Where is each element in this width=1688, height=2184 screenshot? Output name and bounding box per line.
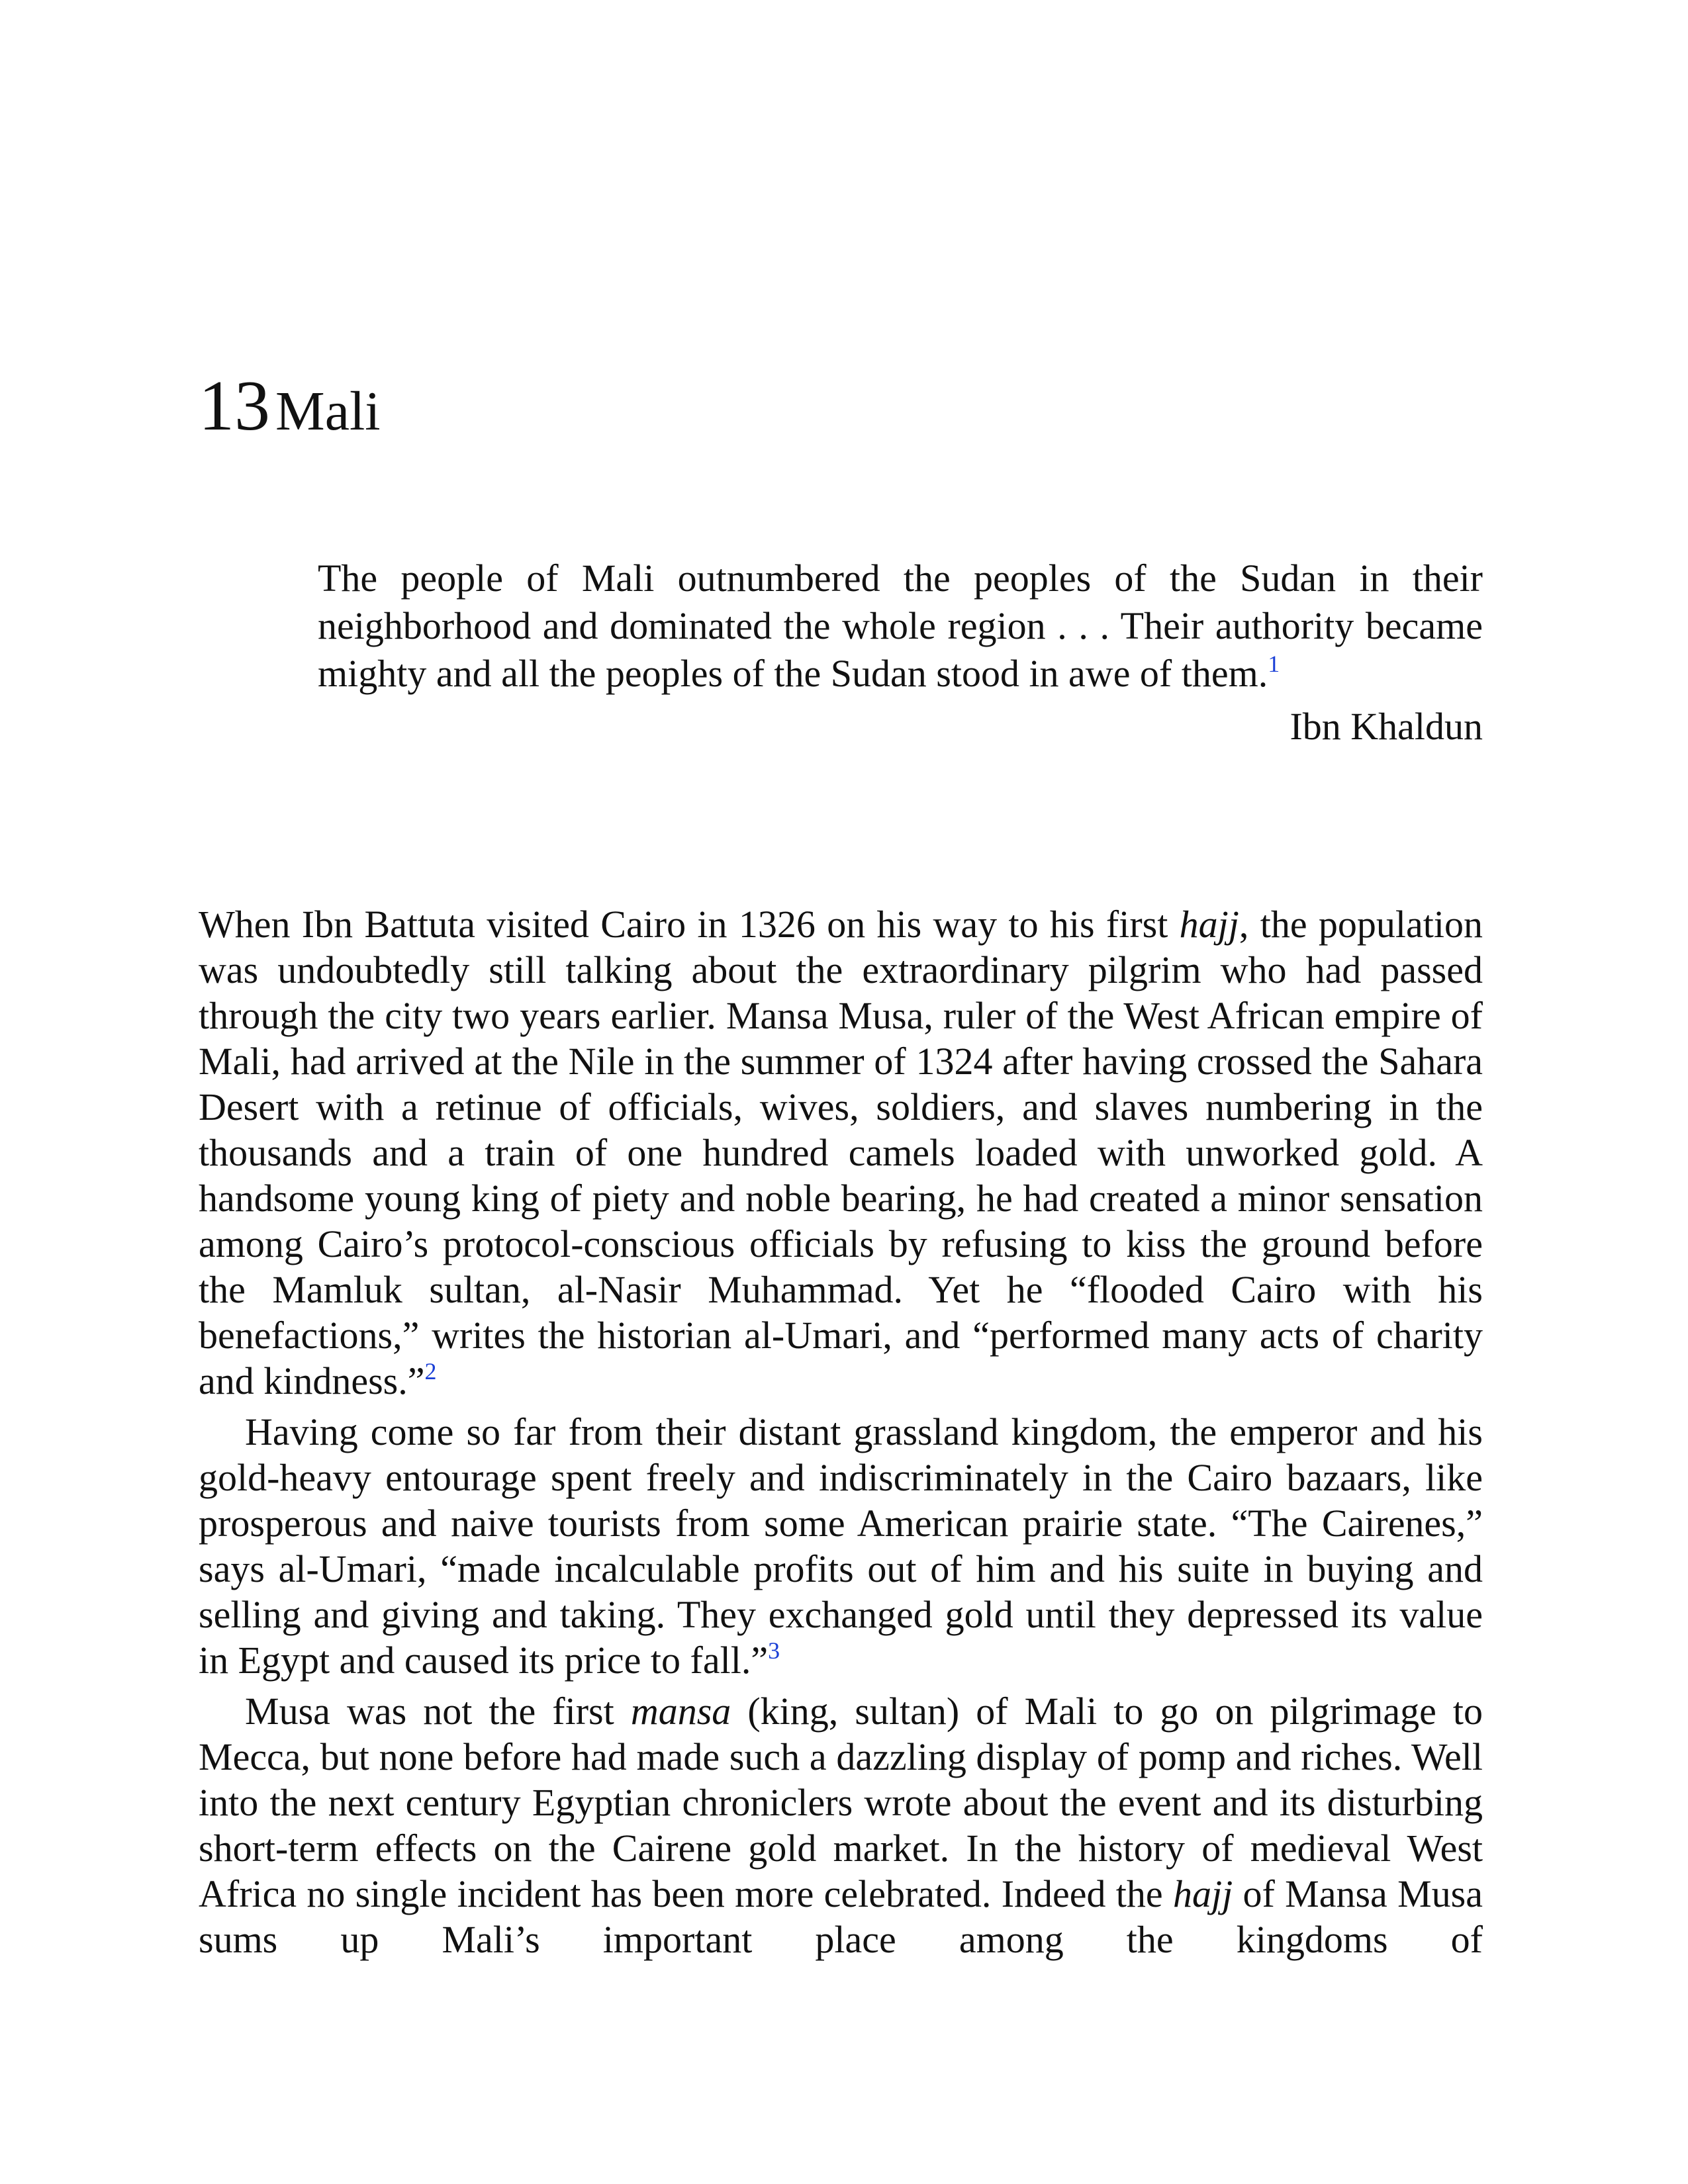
paragraph-run: (king, sultan) of Mali to go on pilgrimage to Mecca, but none before had made such a dazzling display of pomp and riches. Well into the next century Egyptian chroniclers wrote about the event and its disturbing short-term effects on the Cairene gold market. In the history of medieval West Africa no single incident has been more celebrated. Indeed the [199, 1690, 1483, 1915]
paragraph-run: Having come so far from their distant grassland kingdom, the emperor and his gold-heavy entourage spent freely and indiscriminately in the Cairo bazaars, like prosperous and naive tourists from some American prairie state. “The Cairenes,” says al-Umari, “made incalculable profits out of him and his suite in buying and selling and giving and taking. They exchanged gold until they depressed its value in Egypt and caused its price to fall.” [199, 1410, 1483, 1682]
body-text [199, 901, 1483, 1962]
body-paragraph [199, 1409, 1483, 1683]
footnote-ref-1[interactable]: 1 [1268, 651, 1280, 677]
epigraph-quote [318, 555, 1483, 698]
body-paragraph [199, 901, 1483, 1404]
chapter-number: 13 [199, 367, 270, 445]
epigraph-text: The people of Mali outnumbered the peoples of the Sudan in their neighborhood and dominated the whole region . . . Their authority became mighty and all the peoples of the Sudan stood in awe of them. [318, 557, 1483, 695]
epigraph-attribution: Ibn Khaldun [1289, 705, 1483, 748]
chapter-heading [199, 367, 1483, 445]
paragraph-run: When Ibn Battuta visited Cairo in 1326 on his way to his first [199, 903, 1180, 946]
footnote-ref-2[interactable]: 2 [424, 1358, 437, 1385]
italic-term: hajj [1179, 903, 1239, 946]
body-paragraph [199, 1688, 1483, 1962]
page-content [199, 367, 1483, 1968]
paragraph-run: of Mansa Musa sums up Mali’s important place among the kingdoms of [199, 1872, 1483, 1961]
epigraph [318, 555, 1483, 751]
paragraph-run: Musa was not the first [245, 1690, 631, 1733]
footnote-ref-3[interactable]: 3 [768, 1637, 780, 1664]
paragraph-run: , the population was undoubtedly still talking about the extraordinary pilgrim who had passed through the city two years earlier. Mansa Musa, ruler of the West African empire of Mali, had arrived at the Nile in the summer of 1324 after having crossed the Sahara Desert with a retinue of officials, wives, soldiers, and slaves numbering in the thousands and a train of one hundred camels loaded with unworked gold. A handsome young king of piety and noble bearing, he had created a minor sensation among Cairo’s protocol-conscious officials by refusing to kiss the ground before the Mamluk sultan, al-Nasir Muhammad. Yet he “flooded Cairo with his benefactions,” writes the historian al-Umari, and “performed many acts of charity and kindness.” [199, 903, 1483, 1402]
italic-term: hajj [1172, 1872, 1233, 1915]
chapter-title: Mali [275, 381, 381, 442]
italic-term: mansa [630, 1690, 731, 1733]
